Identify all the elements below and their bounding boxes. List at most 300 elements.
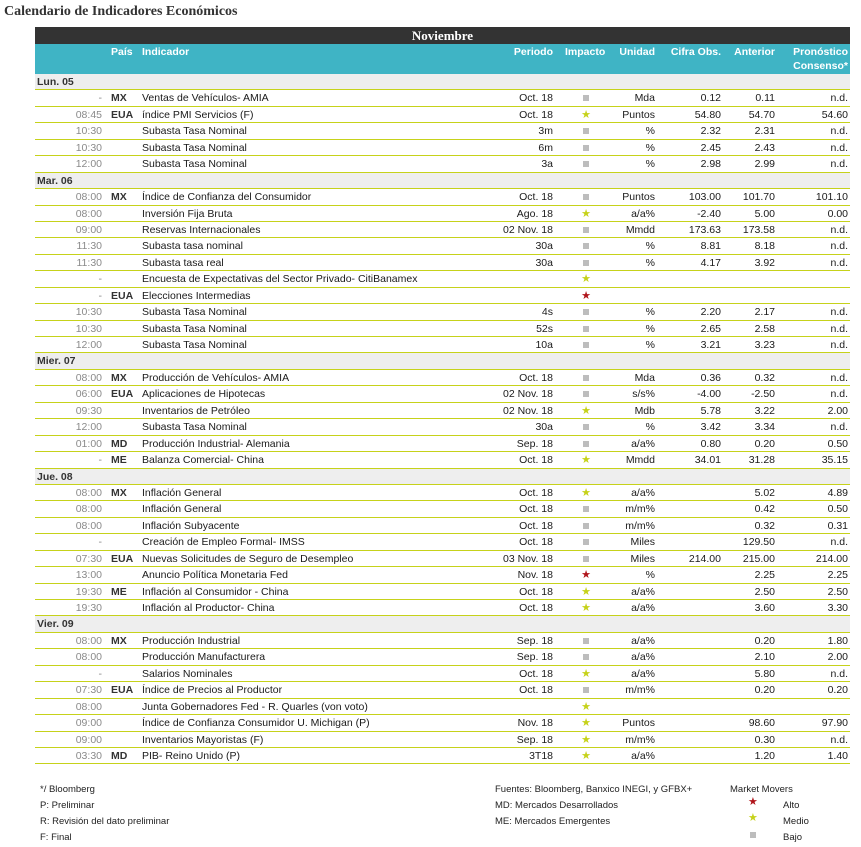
indicator-cell: Encuesta de Expectativas del Sector Privado- CitiBanamex — [142, 273, 418, 286]
observed-cell: 5.78 — [700, 404, 721, 417]
country-cell: ME — [111, 454, 127, 467]
previous-cell: 0.20 — [754, 634, 775, 647]
forecast-cell: n.d. — [830, 306, 848, 319]
gray-square-icon — [571, 535, 601, 549]
unit-cell: % — [645, 569, 655, 582]
indicator-cell: Balanza Comercial- China — [142, 454, 264, 467]
time-cell: 19:30 — [75, 602, 102, 614]
period-cell: 3a — [541, 158, 553, 171]
gray-square-icon — [571, 239, 601, 253]
gray-square-icon — [571, 322, 601, 336]
table-row — [35, 337, 850, 353]
country-cell: MD — [111, 749, 128, 762]
green-star-icon: ★ — [581, 585, 591, 598]
col-anterior: Anterior — [734, 46, 775, 58]
day-label: Mier. 07 — [37, 355, 76, 368]
day-header-row — [35, 173, 850, 189]
note-final: F: Final — [40, 832, 72, 843]
green-star-icon: ★ — [581, 454, 591, 467]
observed-cell: 0.12 — [700, 92, 721, 105]
table-header — [35, 44, 850, 74]
observed-cell: 2.20 — [700, 306, 721, 319]
period-cell: Oct. 18 — [519, 585, 553, 598]
green-star-icon: ★ — [581, 108, 591, 121]
previous-cell: 0.11 — [755, 92, 775, 105]
legend-bajo: Bajo — [783, 832, 803, 843]
indicator-cell: Índice de Confianza del Consumidor — [142, 191, 312, 204]
green-star-icon: ★ — [581, 273, 591, 286]
indicator-cell: Producción de Vehículos- AMIA — [142, 371, 290, 384]
previous-cell: 3.92 — [754, 256, 775, 269]
previous-cell: 8.18 — [754, 240, 775, 253]
previous-cell: 2.50 — [754, 585, 775, 598]
time-cell: 08:00 — [75, 700, 102, 713]
period-cell: Nov. 18 — [517, 569, 553, 582]
gray-square-icon — [571, 141, 601, 155]
indicator-cell: PIB- Reino Unido (P) — [142, 749, 241, 762]
period-cell: Sep. 18 — [516, 651, 553, 664]
time-cell: 08:00 — [75, 207, 102, 220]
indicator-cell: Inflación General — [142, 486, 222, 499]
table-row — [35, 501, 850, 517]
time-cell: 06:00 — [75, 388, 102, 401]
calendar-table — [35, 74, 850, 764]
unit-cell: % — [645, 256, 655, 269]
observed-cell: 2.65 — [700, 322, 721, 335]
indicator-cell: Subasta Tasa Nominal — [142, 125, 247, 138]
table-row — [35, 732, 850, 748]
forecast-cell: 214.00 — [815, 552, 848, 565]
table-row — [35, 600, 850, 616]
indicator-cell: Inversión Fija Bruta — [142, 207, 233, 220]
period-cell: Sep. 18 — [516, 437, 553, 450]
gray-square-icon — [571, 157, 601, 171]
table-row — [35, 271, 850, 287]
forecast-cell: n.d. — [830, 322, 848, 335]
observed-cell: 54.80 — [694, 108, 721, 121]
unit-cell: a/a% — [631, 437, 655, 450]
table-row — [35, 288, 850, 304]
table-row — [35, 436, 850, 452]
green-star-icon: ★ — [581, 667, 591, 680]
period-cell: Oct. 18 — [519, 602, 553, 614]
day-label: Jue. 08 — [37, 470, 73, 483]
period-cell: 30a — [535, 421, 553, 434]
previous-cell: 3.23 — [754, 339, 775, 351]
gray-square-icon — [571, 420, 601, 434]
time-cell: 09:00 — [75, 223, 102, 236]
time-cell: - — [98, 454, 102, 467]
unit-cell: % — [645, 306, 655, 319]
unit-cell: Miles — [630, 552, 655, 565]
legend-alto: Alto — [783, 800, 800, 811]
forecast-cell: n.d. — [830, 158, 848, 171]
forecast-cell: 4.89 — [827, 486, 848, 499]
previous-cell: 0.20 — [754, 437, 775, 450]
forecast-cell: 97.90 — [821, 717, 848, 730]
gray-square-icon — [571, 437, 601, 451]
md-text: MD: Mercados Desarrollados — [495, 800, 619, 811]
col-periodo: Periodo — [513, 46, 553, 58]
fuentes-text: Fuentes: Bloomberg, Banxico INEGI, y GFBX+ — [495, 784, 693, 795]
footer-sources — [495, 784, 692, 828]
country-cell: MD — [111, 437, 128, 450]
time-cell: 12:00 — [75, 339, 102, 351]
previous-cell: 0.42 — [754, 503, 775, 516]
unit-cell: a/a% — [631, 602, 655, 614]
table-row — [35, 386, 850, 402]
previous-cell: 1.20 — [754, 749, 775, 762]
col-unidad: Unidad — [619, 46, 655, 58]
time-cell: 10:30 — [75, 322, 102, 335]
period-cell: Oct. 18 — [519, 536, 553, 549]
gray-square-icon — [571, 256, 601, 270]
forecast-cell: 0.00 — [827, 207, 848, 220]
period-cell: 03 Nov. 18 — [502, 552, 553, 565]
previous-cell: 2.58 — [754, 322, 775, 335]
gray-square-icon — [571, 91, 601, 105]
red-star-icon: ★ — [581, 569, 591, 582]
period-cell: Oct. 18 — [519, 684, 553, 697]
unit-cell: m/m% — [625, 503, 655, 516]
unit-cell: Mmdd — [625, 223, 655, 236]
time-cell: 07:30 — [75, 552, 102, 565]
country-cell: MX — [111, 371, 127, 384]
indicator-cell: Inflación General — [142, 503, 222, 516]
period-cell: 02 Nov. 18 — [502, 388, 553, 401]
forecast-cell: 2.50 — [827, 585, 848, 598]
previous-cell: 129.50 — [742, 536, 775, 549]
note-bloomberg: */ Bloomberg — [40, 784, 95, 795]
observed-cell: 173.63 — [688, 223, 721, 236]
forecast-cell: n.d. — [830, 421, 848, 434]
table-row — [35, 370, 850, 386]
previous-cell: 5.02 — [754, 486, 775, 499]
time-cell: 11:30 — [76, 256, 102, 269]
period-cell: 02 Nov. 18 — [502, 223, 553, 236]
unit-cell: a/a% — [631, 651, 655, 664]
table-row — [35, 584, 850, 600]
time-cell: 12:00 — [75, 421, 102, 434]
table-row — [35, 649, 850, 665]
forecast-cell: n.d. — [830, 733, 848, 746]
indicator-cell: Nuevas Solicitudes de Seguro de Desempleo — [142, 552, 354, 565]
month-band: Noviembre — [35, 27, 850, 44]
table-row — [35, 321, 850, 337]
table-row — [35, 666, 850, 682]
time-cell: 13:00 — [75, 569, 102, 582]
table-row — [35, 452, 850, 468]
time-cell: 10:30 — [75, 125, 102, 138]
red-star-icon: ★ — [748, 796, 758, 808]
previous-cell: 101.70 — [742, 191, 775, 204]
gray-square-icon — [571, 387, 601, 401]
note-preliminar: P: Preliminar — [40, 800, 95, 811]
observed-cell: 0.80 — [700, 437, 721, 450]
gray-square-icon — [571, 124, 601, 138]
gray-square-icon — [571, 683, 601, 697]
forecast-cell: n.d. — [830, 141, 848, 154]
indicator-cell: Creación de Empleo Formal- IMSS — [142, 536, 305, 549]
unit-cell: a/a% — [631, 749, 655, 762]
forecast-cell: 101.10 — [815, 191, 848, 204]
table-row — [35, 255, 850, 271]
forecast-cell: 0.50 — [827, 503, 848, 516]
unit-cell: % — [645, 158, 655, 171]
indicator-cell: Subasta Tasa Nominal — [142, 322, 247, 335]
table-row — [35, 90, 850, 106]
observed-cell: 214.00 — [688, 552, 721, 565]
forecast-cell: 0.31 — [827, 519, 848, 532]
green-star-icon: ★ — [581, 717, 591, 730]
observed-cell: -2.40 — [697, 207, 721, 220]
forecast-cell: 3.30 — [827, 602, 848, 614]
time-cell: - — [98, 92, 102, 105]
forecast-cell: 0.50 — [827, 437, 848, 450]
indicator-cell: Producción Industrial- Alemania — [142, 437, 290, 450]
time-cell: 09:30 — [75, 404, 102, 417]
unit-cell: % — [645, 125, 655, 138]
previous-cell: 2.25 — [754, 569, 775, 582]
table-row — [35, 534, 850, 550]
time-cell: 12:00 — [75, 158, 102, 171]
unit-cell: Puntos — [622, 191, 655, 204]
country-cell: MX — [111, 191, 127, 204]
table-row — [35, 633, 850, 649]
unit-cell: % — [645, 322, 655, 335]
table-row — [35, 156, 850, 172]
table-row — [35, 304, 850, 320]
unit-cell: % — [645, 339, 655, 351]
day-header-row — [35, 353, 850, 369]
indicator-cell: Inventarios de Petróleo — [142, 404, 250, 417]
time-cell: 08:00 — [75, 651, 102, 664]
indicator-cell: Junta Gobernadores Fed - R. Quarles (von voto) — [142, 700, 368, 713]
observed-cell: 2.32 — [700, 125, 721, 138]
time-cell: - — [98, 289, 102, 302]
table-row — [35, 682, 850, 698]
observed-cell: 2.45 — [700, 141, 721, 154]
unit-cell: m/m% — [625, 519, 655, 532]
gray-square-icon — [571, 519, 601, 533]
unit-cell: s/s% — [632, 388, 655, 401]
unit-cell: Puntos — [622, 717, 655, 730]
time-cell: 08:00 — [75, 191, 102, 204]
indicator-cell: Producción Industrial — [142, 634, 241, 647]
time-cell: - — [98, 273, 102, 286]
gray-square-icon — [571, 338, 601, 352]
unit-cell: Mdb — [634, 404, 655, 417]
observed-cell: 4.17 — [700, 256, 721, 269]
table-row — [35, 403, 850, 419]
unit-cell: Mda — [634, 92, 655, 105]
time-cell: - — [98, 667, 102, 680]
forecast-cell: n.d. — [830, 371, 848, 384]
time-cell: 19:30 — [75, 585, 102, 598]
observed-cell: 34.01 — [694, 454, 721, 467]
observed-cell: 8.81 — [700, 240, 721, 253]
previous-cell: 2.43 — [754, 141, 775, 154]
time-cell: 08:00 — [75, 371, 102, 384]
indicator-cell: Inflación Subyacente — [142, 519, 240, 532]
unit-cell: Miles — [630, 536, 655, 549]
observed-cell: 3.21 — [700, 339, 721, 351]
observed-cell: -4.00 — [697, 388, 721, 401]
period-cell: 3m — [538, 125, 553, 138]
time-cell: - — [98, 536, 102, 549]
green-star-icon: ★ — [581, 207, 591, 220]
gray-square-icon — [571, 650, 601, 664]
time-cell: 08:00 — [75, 519, 102, 532]
green-star-icon: ★ — [581, 486, 591, 499]
indicator-cell: Aplicaciones de Hipotecas — [142, 388, 266, 401]
time-cell: 09:00 — [75, 733, 102, 746]
period-cell: Oct. 18 — [519, 371, 553, 384]
forecast-cell: n.d. — [830, 339, 848, 351]
previous-cell: 0.32 — [754, 519, 775, 532]
indicator-cell: Anuncio Política Monetaria Fed — [142, 569, 288, 582]
forecast-cell: 35.15 — [821, 454, 848, 467]
table-row — [35, 567, 850, 583]
forecast-cell: n.d. — [830, 92, 848, 105]
green-star-icon: ★ — [581, 700, 591, 713]
period-cell: 02 Nov. 18 — [502, 404, 553, 417]
previous-cell: 2.10 — [754, 651, 775, 664]
time-cell: 03:30 — [75, 749, 102, 762]
table-row — [35, 123, 850, 139]
unit-cell: Mmdd — [625, 454, 655, 467]
indicator-cell: Subasta Tasa Nominal — [142, 306, 247, 319]
gray-square-icon — [571, 305, 601, 319]
indicator-cell: índice PMI Servicios (F) — [142, 108, 254, 121]
country-cell: MX — [111, 486, 127, 499]
period-cell: 6m — [538, 141, 553, 154]
forecast-cell: n.d. — [830, 667, 848, 680]
previous-cell: 0.30 — [754, 733, 775, 746]
col-pais: País — [111, 46, 133, 58]
period-cell: Ago. 18 — [516, 207, 553, 220]
forecast-cell: 0.20 — [827, 684, 848, 697]
day-label: Vier. 09 — [37, 618, 74, 631]
forecast-cell: n.d. — [830, 223, 848, 236]
time-cell: 10:30 — [75, 141, 102, 154]
period-cell: 52s — [536, 322, 553, 335]
indicator-cell: Elecciones Intermedias — [142, 289, 251, 302]
me-text: ME: Mercados Emergentes — [495, 816, 611, 827]
observed-cell: 3.42 — [700, 421, 721, 434]
country-cell: EUA — [111, 289, 134, 302]
unit-cell: % — [645, 240, 655, 253]
col-indicador: Indicador — [142, 46, 190, 58]
indicator-cell: Índice de Precios al Productor — [142, 684, 283, 697]
page-title: Calendario de Indicadores Económicos — [4, 4, 238, 19]
unit-cell: a/a% — [631, 207, 655, 220]
table-row — [35, 699, 850, 715]
unit-cell: a/a% — [631, 634, 655, 647]
country-cell: MX — [111, 634, 127, 647]
country-cell: EUA — [111, 684, 134, 697]
period-cell: 4s — [541, 306, 553, 319]
red-star-icon: ★ — [581, 289, 591, 302]
forecast-cell: n.d. — [830, 256, 848, 269]
time-cell: 11:30 — [76, 240, 102, 253]
table-row — [35, 419, 850, 435]
previous-cell: 5.00 — [754, 207, 775, 220]
time-cell: 10:30 — [75, 306, 102, 319]
table-row — [35, 748, 850, 764]
indicator-cell: Salarios Nominales — [142, 667, 233, 680]
observed-cell: 103.00 — [688, 191, 721, 204]
country-cell: EUA — [111, 552, 134, 565]
unit-cell: a/a% — [631, 667, 655, 680]
col-pronostico: Pronóstico — [793, 46, 848, 58]
gray-square-icon — [571, 371, 601, 385]
day-header-row — [35, 469, 850, 485]
country-cell: EUA — [111, 108, 134, 121]
indicator-cell: Producción Manufacturera — [142, 651, 266, 664]
green-star-icon: ★ — [581, 602, 591, 614]
col-impacto: Impacto — [565, 46, 606, 58]
unit-cell: Mda — [634, 371, 655, 384]
indicator-cell: Índice de Confianza Consumidor U. Michigan (P) — [142, 717, 370, 730]
observed-cell: 2.98 — [700, 158, 721, 171]
previous-cell: 2.99 — [754, 158, 775, 171]
time-cell: 08:00 — [75, 486, 102, 499]
country-cell: MX — [111, 92, 127, 105]
forecast-cell: n.d. — [830, 388, 848, 401]
country-cell: EUA — [111, 388, 134, 401]
unit-cell: % — [645, 141, 655, 154]
table-row — [35, 206, 850, 222]
table-row — [35, 107, 850, 123]
day-label: Mar. 06 — [37, 174, 73, 187]
table-row — [35, 238, 850, 254]
forecast-cell: n.d. — [830, 125, 848, 138]
indicator-cell: Inventarios Mayoristas (F) — [142, 733, 264, 746]
previous-cell: -2.50 — [751, 388, 775, 401]
previous-cell: 3.22 — [754, 404, 775, 417]
green-star-icon: ★ — [581, 749, 591, 762]
forecast-cell: 1.80 — [827, 634, 848, 647]
table-row — [35, 715, 850, 731]
previous-cell: 2.31 — [754, 125, 775, 138]
previous-cell: 0.20 — [754, 684, 775, 697]
unit-cell: a/a% — [631, 585, 655, 598]
unit-cell: % — [645, 421, 655, 434]
day-header-row — [35, 74, 850, 90]
table-row — [35, 551, 850, 567]
country-cell: ME — [111, 585, 127, 598]
period-cell: Oct. 18 — [519, 92, 553, 105]
forecast-cell: 2.00 — [827, 651, 848, 664]
previous-cell: 0.32 — [754, 371, 775, 384]
gray-square-icon — [571, 223, 601, 237]
table-row — [35, 189, 850, 205]
period-cell: Oct. 18 — [519, 503, 553, 516]
forecast-cell: 2.25 — [827, 569, 848, 582]
gray-square-icon — [571, 502, 601, 516]
previous-cell: 173.58 — [742, 223, 775, 236]
day-header-row — [35, 616, 850, 632]
time-cell: 01:00 — [75, 437, 102, 450]
time-cell: 08:00 — [75, 503, 102, 516]
period-cell: Oct. 18 — [519, 486, 553, 499]
previous-cell: 215.00 — [742, 552, 775, 565]
col-consenso: Consenso* — [793, 60, 848, 72]
previous-cell: 54.70 — [748, 108, 775, 121]
previous-cell: 98.60 — [748, 717, 775, 730]
time-cell: 08:00 — [75, 634, 102, 647]
